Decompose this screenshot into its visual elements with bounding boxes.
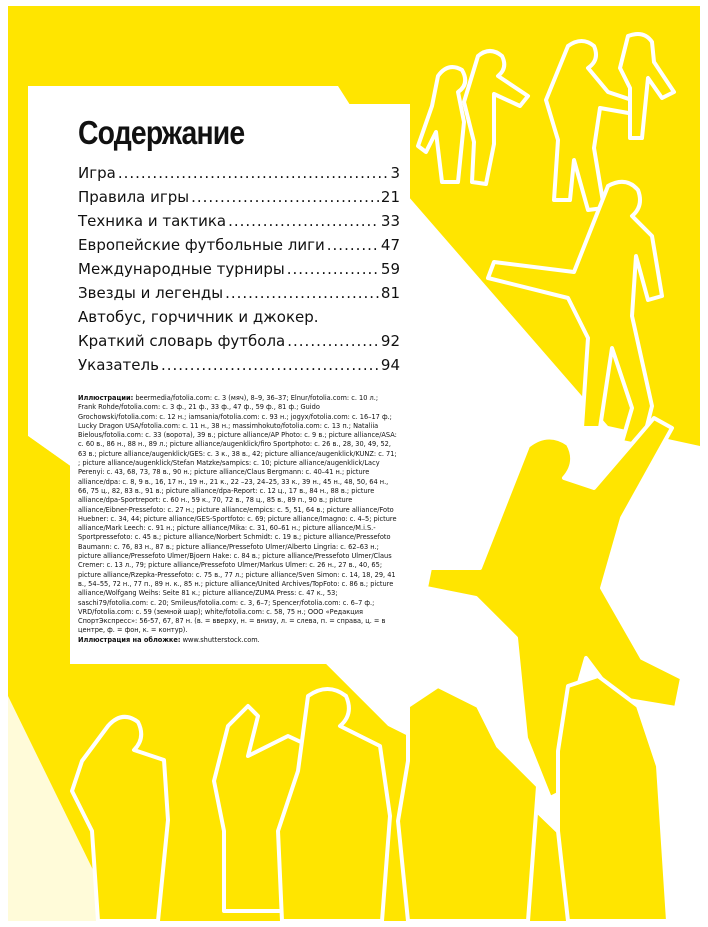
toc-entry-label: Европейские футбольные лиги <box>78 236 325 254</box>
page-title: Содержание <box>78 114 245 151</box>
toc-entry-label: Автобус, горчичник и джокер. <box>78 308 319 326</box>
toc-entry-page: 47 <box>380 236 400 254</box>
toc-entry-label: Техника и тактика <box>78 212 227 230</box>
toc-entry-page: 33 <box>380 212 400 230</box>
illustrations-credits <box>78 394 398 636</box>
image-credits <box>78 394 398 645</box>
toc-leader-dots <box>225 284 379 302</box>
toc-entry-label: Игра <box>78 164 116 182</box>
toc-leader-dots <box>228 212 379 230</box>
toc-leader-dots <box>161 356 379 374</box>
cover-credits <box>78 636 398 645</box>
toc-entry-label: Звезды и легенды <box>78 284 224 302</box>
toc-entry-label: Указатель <box>78 356 159 374</box>
toc-entry-page: 3 <box>390 164 400 182</box>
cover-heading: Иллюстрация на обложке: <box>78 635 181 644</box>
toc-leader-dots <box>327 236 379 254</box>
toc-entry-page: 21 <box>380 188 400 206</box>
toc-entry-page: 94 <box>380 356 400 374</box>
toc-entry-tournaments[interactable] <box>78 260 400 284</box>
table-of-contents <box>78 164 400 380</box>
toc-entry-game[interactable] <box>78 164 400 188</box>
toc-entry-page: 92 <box>380 332 400 350</box>
illustrations-text: beermedia/fotolia.com: с. 3 (мяч), 8–9, 36–37; Elnur/fotolia.com: с. 10 л.; Frank Rohde/fotolia.com: с. 3 ф., 21 ф., 33 ф., 47 ф., 59 ф., 81 ф.; Guido Grochowski/fotolia.com: с. 12 н.; iamsania/fotolia.com: с. 93 н.; jogyx/fotolia.com: с. 16–17 ф.; Lucky Dragon USA/fotolia.com: с. 11 н., 38 н.; massimhokuto/fotolia.com: с. 13 п.; Nataliia Bielous/fotolia.com: с. 33 (ворота), 39 в.; picture alliance/AP Photo: с. 9 в.; picture alliance/ASA: с. 60 в., 86 н., 88 н., 89 л.; picture alliance/augenklick/firo Sportphoto: с. 26 в., 28, 30, 49, 52, 63 в.; picture alliance/augenklick/GES: с. 3 к., 38 в., 42; picture alliance/augenklick/KUNZ: с. 71; ; picture alliance/augenklick/Stefan Matzke/sampics: с. 10; picture alliance/augenklick/Lacy Perenyi: с. 43, 68, 73, 78 в., 90 н.; picture alliance/Claus Bergmann: с. 40–41 н.; picture alliance/dpa: с. 8, 9 в., 16, 17 н., 19 н., 21 к., 22 –23, 24–25, 33 к., 39 н., 45 н., 48, 50, 64 н., 66, 75 ц., 82, 83 в., 91 в.; picture alliance/dpa-Report: с. 12 ц., 17 в., 84 н., 88 в.; picture alliance/dpa-Sportreport: с. 60 н., 59 к., 70, 72 в., 78 ц., 85 в., 89 п., 90 в.; picture alliance/Eibner-Pressefoto: с. 27 н.; picture alliance/empics: с. 5, 51, 64 в.; picture alliance/Foto Huebner: с. 34, 44; picture alliance/GES-Sportfoto: с. 69; picture alliance/Imagno: с. 4–5; picture alliance/Mark Leech: с. 91 н.; picture alliance/Mika: с. 31, 60–61 н.; picture alliance/M.i.S.-Sportpressefoto: с. 45 в.; picture alliance/Norbert Schmidt: с. 19 в.; picture alliance/Pressefoto Baumann: с. 76, 83 н., 87 в.; picture alliance/Pressefoto Ulmer/Alberto Lingria: с. 62–63 н.; picture alliance/Pressefoto Ulmer/Bjoern Hake: с. 84 в.; picture alliance/Pressefoto Ulmer/Claus Cremer: с. 13 л., 79; picture alliance/Pressefoto Ulmer/Markus Ulmer: с. 26 н., 27 в., 40, 65; picture alliance/Rzepka-Pressefoto: с. 75 в., 77 л.; picture alliance/Sven Simon: с. 14, 18, 29, 41 в., 54–55, 72 н., 77 п., 89 н. к., 85 н.; picture alliance/United Archives/TopFoto: с. 86 в.; picture alliance/Wolfgang Weihs: Seite 81 к.; picture alliance/ZUMA Press: с. 47 к., 53; saschi79/fotolia.com: с. 20; Smileus/fotolia.com: с. 3, 6–7; Spencer/fotolia.com: с. 6–7 ф.; VRD/fotolia.com: с. 59 (земной шар); white/fotolia.com: с. 58, 75 н.; ООО «Редакция СпортЭкспресс»: 56-57, 67, 87 н. (в. = вверху, н. = внизу, л. = слева, п. = справа, ц. = в центре, ф. = фон, к. = контур). <box>78 394 397 635</box>
toc-entry-label: Правила игры <box>78 188 190 206</box>
toc-entry-label-line2: Краткий словарь футбола <box>78 332 286 350</box>
toc-entry-technique[interactable] <box>78 212 400 236</box>
book-page <box>8 6 700 921</box>
toc-leader-dots <box>118 164 389 182</box>
cover-text: www.shutterstock.com. <box>182 635 260 644</box>
toc-entry-page: 81 <box>380 284 400 302</box>
illustrations-heading: Иллюстрации: <box>78 394 134 402</box>
toc-leader-dots <box>191 188 379 206</box>
toc-entry-page: 59 <box>380 260 400 278</box>
toc-leader-dots <box>287 260 379 278</box>
toc-entry-european-leagues[interactable] <box>78 236 400 260</box>
toc-entry-glossary[interactable] <box>78 308 400 356</box>
toc-leader-dots <box>287 332 379 350</box>
toc-entry-rules[interactable] <box>78 188 400 212</box>
toc-entry-label: Международные турниры <box>78 260 285 278</box>
toc-entry-index[interactable] <box>78 356 400 380</box>
toc-entry-stars[interactable] <box>78 284 400 308</box>
